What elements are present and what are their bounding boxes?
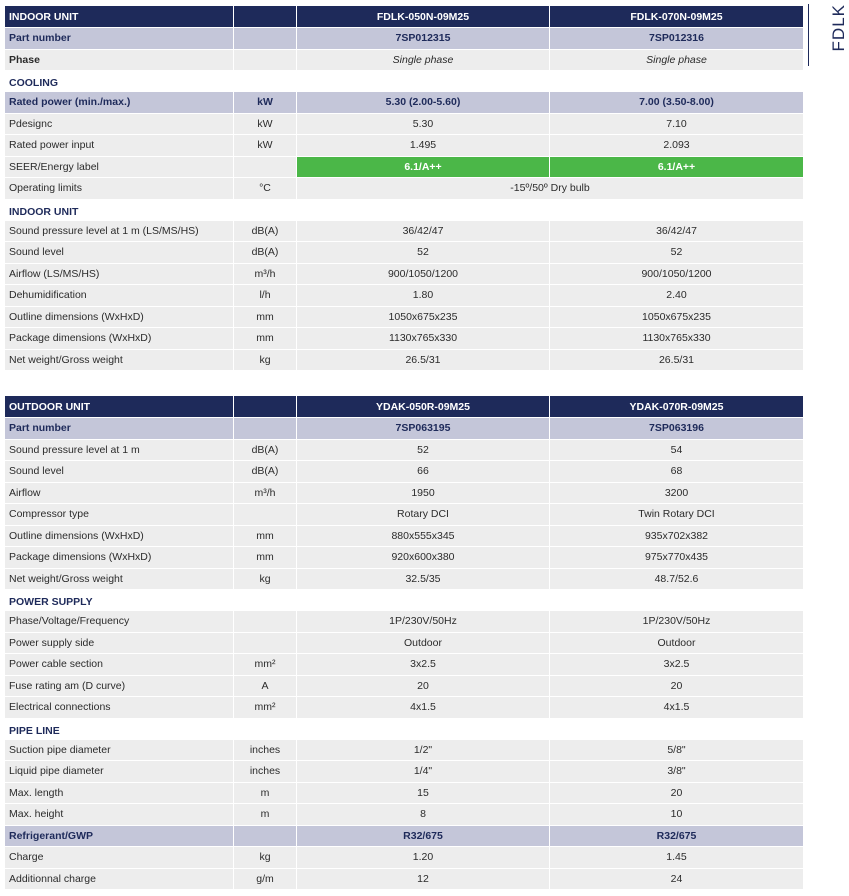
row-unit — [234, 504, 297, 525]
indoor-model-2: FDLK-070N-09M25 — [630, 10, 723, 23]
outdoor-model-1: YDAK-050R-09M25 — [297, 396, 550, 417]
pipe-rows — [5, 740, 803, 826]
row-value-2: 4x1.5 — [663, 701, 690, 714]
row-value-2: 54 — [670, 443, 683, 456]
table-row — [5, 783, 803, 805]
row-label: Max. height — [5, 804, 234, 825]
row-unit — [234, 633, 297, 654]
row-label: Compressor type — [5, 504, 234, 525]
indoor-phase-row: Phase Single phase Single phase — [5, 50, 803, 72]
table-row — [5, 869, 803, 891]
row-value-1: 15 — [297, 783, 550, 804]
seer-badge-2: 6.1/A++ — [550, 157, 803, 178]
row-value-2: 3/8" — [667, 765, 686, 778]
row-unit: mm — [234, 307, 297, 328]
row-label: Power supply side — [5, 633, 234, 654]
table-row — [5, 440, 803, 462]
row-value-2: 975x770x435 — [644, 551, 709, 564]
row-unit: mm — [234, 526, 297, 547]
table-row — [5, 350, 803, 372]
row-label: Additionnal charge — [5, 869, 234, 890]
outdoor-header-label: OUTDOOR UNIT — [5, 396, 234, 417]
row-value-2: 2.40 — [666, 289, 687, 302]
row-label: Outline dimensions (WxHxD) — [5, 526, 234, 547]
pipe-section-title: PIPE LINE — [9, 724, 60, 737]
row-unit: mm — [234, 328, 297, 349]
row-unit: mm² — [234, 697, 297, 718]
indoor-header-label: INDOOR UNIT — [5, 6, 234, 27]
row-unit: kg — [234, 569, 297, 590]
table-row — [5, 328, 803, 350]
row-value-2: 900/1050/1200 — [641, 267, 712, 280]
row-unit: mm — [234, 547, 297, 568]
refrigerant-row: Refrigerant/GWP R32/675 R32/675 — [5, 826, 803, 848]
power-section-title: POWER SUPPLY — [9, 596, 93, 608]
row-label: Airflow — [5, 483, 234, 504]
row-unit: A — [234, 676, 297, 697]
row-value-2: 5/8" — [667, 743, 686, 756]
row-unit: inches — [234, 761, 297, 782]
row-value-1: 20 — [297, 676, 550, 697]
table-row — [5, 307, 803, 329]
row-label: Sound level — [5, 242, 234, 263]
row-value-1: 1050x675x235 — [297, 307, 550, 328]
row-value-1: 12 — [297, 869, 550, 890]
row-unit — [234, 611, 297, 632]
row-label: Suction pipe diameter — [5, 740, 234, 761]
row-label: Electrical connections — [5, 697, 234, 718]
table-row — [5, 221, 803, 243]
row-value-1: 4x1.5 — [297, 697, 550, 718]
table-row — [5, 654, 803, 676]
row-label: Net weight/Gross weight — [5, 350, 234, 371]
indoor-model-1: FDLK-050N-09M25 — [297, 6, 550, 27]
seer-row: SEER/Energy label 6.1/A++ 6.1/A++ — [5, 157, 803, 179]
row-value-2: 20 — [670, 679, 683, 692]
row-label: Charge — [5, 847, 234, 868]
row-label: Package dimensions (WxHxD) — [5, 328, 234, 349]
outdoor-rows — [5, 440, 803, 591]
row-unit: kg — [234, 847, 297, 868]
row-unit: m³/h — [234, 264, 297, 285]
indoor-section-title: INDOOR UNIT — [9, 205, 79, 218]
table-row — [5, 461, 803, 483]
row-value-2: 68 — [670, 465, 683, 478]
table-row — [5, 547, 803, 569]
row-value-2: Twin Rotary DCI — [638, 508, 715, 521]
indoor-part-number-row: Part number 7SP012315 7SP012316 — [5, 28, 803, 50]
table-row — [5, 526, 803, 548]
row-label: Phase/Voltage/Frequency — [5, 611, 234, 632]
row-value-1: 26.5/31 — [297, 350, 550, 371]
table-row — [5, 483, 803, 505]
row-unit: l/h — [234, 285, 297, 306]
row-label: Power cable section — [5, 654, 234, 675]
table-row — [5, 611, 803, 633]
row-value-1: 52 — [297, 440, 550, 461]
row-value-1: 66 — [297, 461, 550, 482]
row-value-1: Rotary DCI — [297, 504, 550, 525]
row-value-2: Outdoor — [657, 636, 696, 649]
row-unit: g/m — [234, 869, 297, 890]
row-label: Liquid pipe diameter — [5, 761, 234, 782]
row-value-1: 36/42/47 — [297, 221, 550, 242]
row-value-1: 1130x765x330 — [297, 328, 550, 349]
table-row — [5, 569, 803, 591]
row-unit: kg — [234, 350, 297, 371]
table-row — [5, 847, 803, 869]
row-value-1: 1.80 — [297, 285, 550, 306]
indoor-rows — [5, 221, 803, 372]
row-label: Sound pressure level at 1 m (LS/MS/HS) — [5, 221, 234, 242]
row-unit: dB(A) — [234, 242, 297, 263]
row-value-2: 1050x675x235 — [642, 310, 711, 323]
row-value-1: 1/4" — [297, 761, 550, 782]
row-label: Airflow (LS/MS/HS) — [5, 264, 234, 285]
row-value-2: 26.5/31 — [658, 353, 695, 366]
row-value-2: 24 — [670, 872, 683, 885]
row-unit: dB(A) — [234, 440, 297, 461]
row-value-2: 20 — [670, 786, 683, 799]
table-row — [5, 242, 803, 264]
operating-limits-row: Operating limits °C -15º/50º Dry bulb — [5, 178, 803, 200]
row-value-2: 3x2.5 — [663, 658, 690, 671]
row-value-2: 935x702x382 — [644, 529, 709, 542]
rated-power-row: Rated power (min./max.) kW 5.30 (2.00-5.60) 7.00 (3.50-8.00) — [5, 92, 803, 114]
row-value-1: 1/2" — [297, 740, 550, 761]
indoor-unit-table — [5, 6, 803, 371]
row-unit: inches — [234, 740, 297, 761]
outdoor-part-number-row: Part number 7SP063195 7SP063196 — [5, 418, 803, 440]
row-value-1: 920x600x380 — [297, 547, 550, 568]
row-unit: m — [234, 783, 297, 804]
row-value-1: 1950 — [297, 483, 550, 504]
row-unit: dB(A) — [234, 461, 297, 482]
row-label: Max. length — [5, 783, 234, 804]
row-value-1: 880x555x345 — [297, 526, 550, 547]
row-value-2: 52 — [670, 246, 683, 259]
rated-input-row: Rated power input kW 1.495 2.093 — [5, 135, 803, 157]
row-label: Outline dimensions (WxHxD) — [5, 307, 234, 328]
table-row — [5, 740, 803, 762]
table-row — [5, 504, 803, 526]
row-value-1: 52 — [297, 242, 550, 263]
row-value-1: 3x2.5 — [297, 654, 550, 675]
table-row — [5, 804, 803, 826]
table-row — [5, 633, 803, 655]
row-value-2: 10 — [670, 808, 683, 821]
row-value-2: 1P/230V/50Hz — [642, 615, 711, 628]
table-row — [5, 264, 803, 286]
row-label: Fuse rating am (D curve) — [5, 676, 234, 697]
side-label: FDLK — [829, 4, 848, 52]
row-value-1: 900/1050/1200 — [297, 264, 550, 285]
row-unit: m — [234, 804, 297, 825]
outdoor-model-2: YDAK-070R-09M25 — [629, 400, 724, 413]
table-row — [5, 761, 803, 783]
side-divider — [808, 4, 809, 66]
row-value-1: 1P/230V/50Hz — [297, 611, 550, 632]
row-unit: mm² — [234, 654, 297, 675]
row-value-1: 32.5/35 — [297, 569, 550, 590]
table-row — [5, 285, 803, 307]
row-value-1: Outdoor — [297, 633, 550, 654]
indoor-header-row — [5, 6, 803, 28]
row-value-2: 1130x765x330 — [642, 332, 711, 345]
refrigerant-rows — [5, 847, 803, 890]
row-value-2: 36/42/47 — [656, 224, 697, 237]
table-row — [5, 697, 803, 719]
row-label: Sound pressure level at 1 m — [5, 440, 234, 461]
row-label: Sound level — [5, 461, 234, 482]
row-value-1: 8 — [297, 804, 550, 825]
seer-badge-1: 6.1/A++ — [297, 157, 550, 178]
row-value-2: 1.45 — [666, 851, 687, 864]
pdesignc-row: Pdesignc kW 5.30 7.10 — [5, 114, 803, 136]
cooling-section-title: COOLING — [9, 77, 58, 89]
row-unit: m³/h — [234, 483, 297, 504]
row-label: Net weight/Gross weight — [5, 569, 234, 590]
row-value-2: 48.7/52.6 — [654, 572, 699, 585]
row-value-2: 3200 — [664, 486, 689, 499]
row-value-1: 1.20 — [297, 847, 550, 868]
outdoor-unit-table — [5, 396, 803, 890]
table-row — [5, 676, 803, 698]
power-rows — [5, 611, 803, 719]
outdoor-header-row — [5, 396, 803, 418]
row-label: Package dimensions (WxHxD) — [5, 547, 234, 568]
row-label: Dehumidification — [5, 285, 234, 306]
row-unit: dB(A) — [234, 221, 297, 242]
